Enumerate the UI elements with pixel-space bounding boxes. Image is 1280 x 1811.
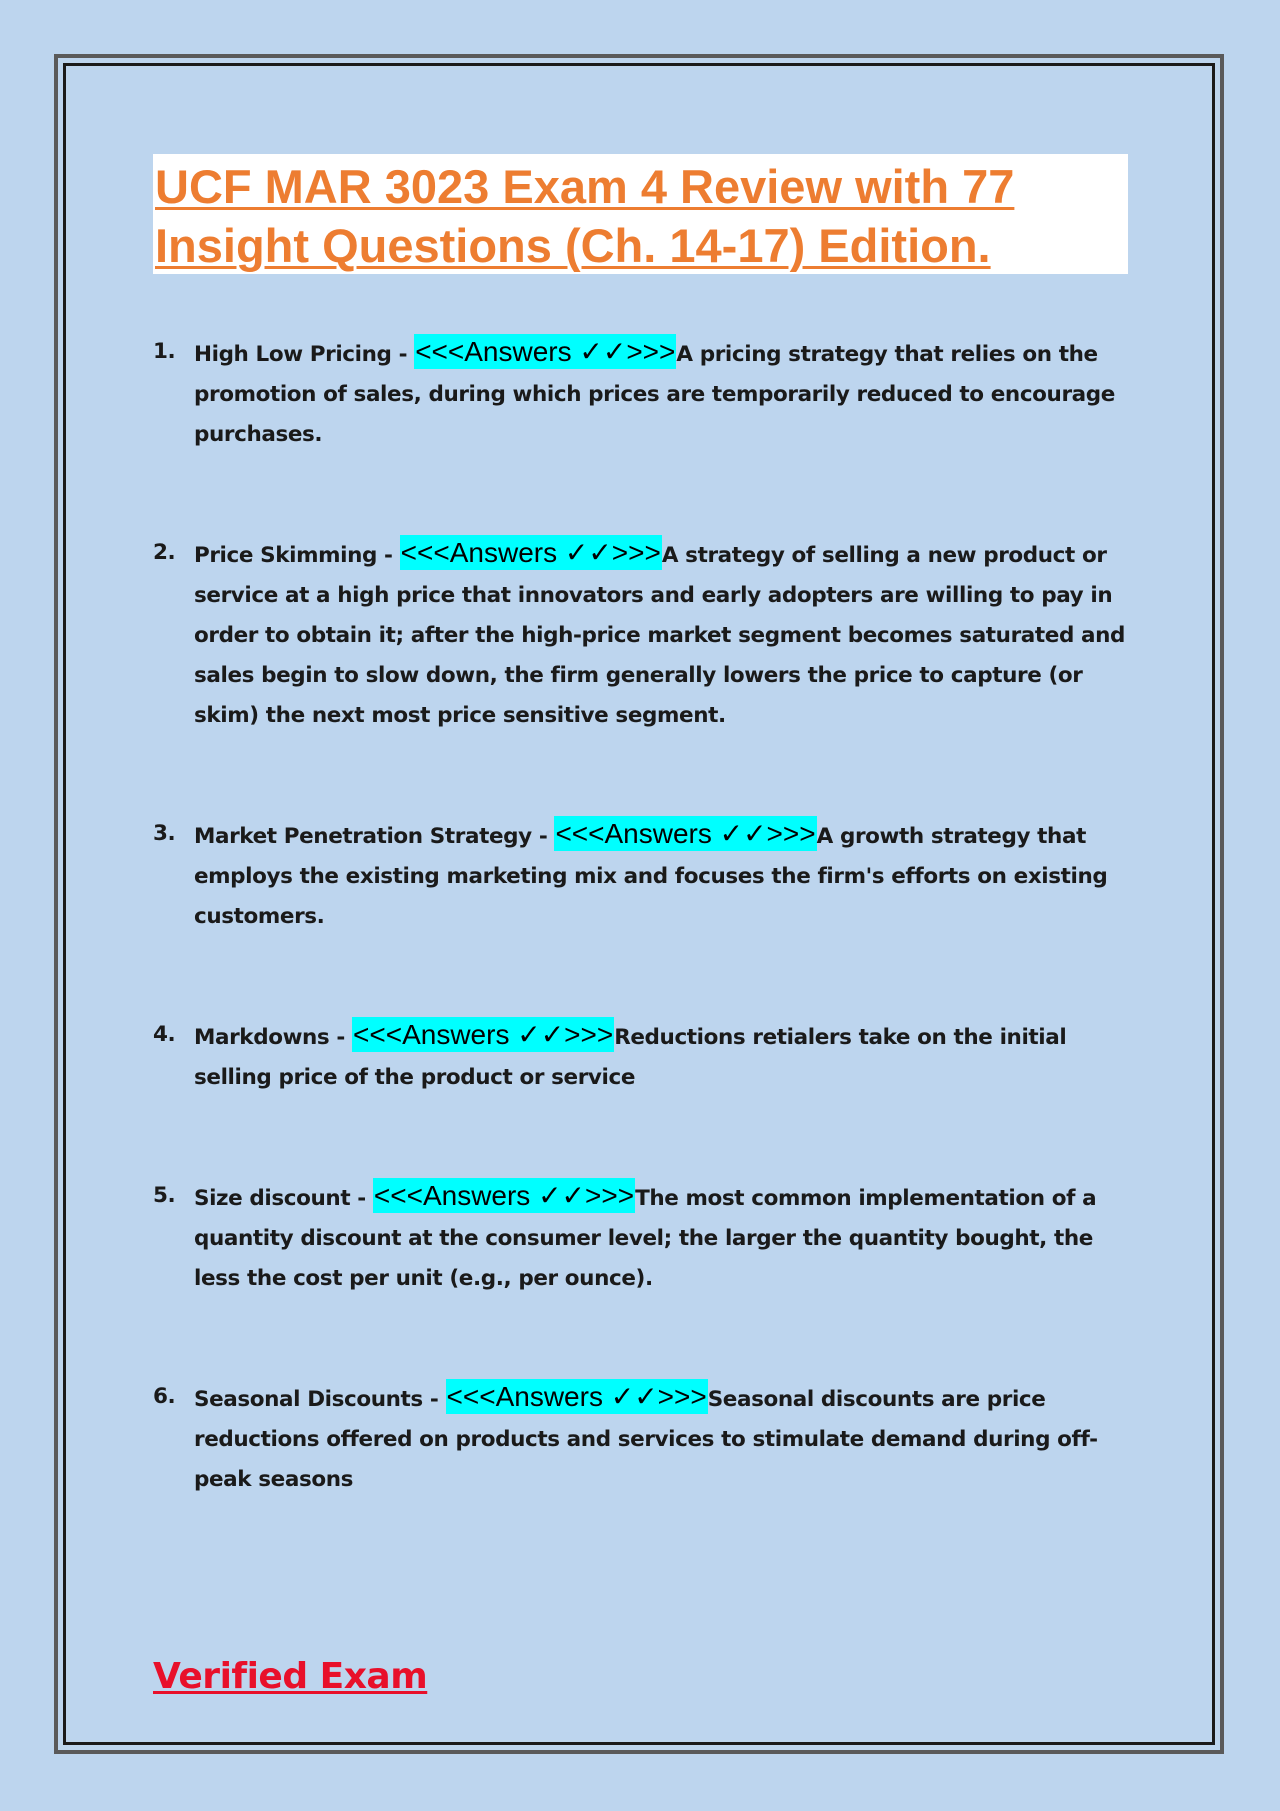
question-list	[153, 332, 1143, 1500]
list-item	[153, 814, 1143, 937]
item-number: 6.	[153, 1384, 176, 1409]
item-definition: The most common implementation of a quantity discount at the consumer level; the larger the quantity bought, the less the cost per unit (e.g., per ounce).	[194, 1186, 1097, 1291]
item-term: Size discount -	[194, 1186, 373, 1211]
answers-badge: <<<Answers ✓✓>>>	[415, 336, 676, 367]
item-term: High Low Pricing -	[194, 342, 415, 367]
item-definition: A pricing strategy that relies on the promotion of sales, during which prices are temporarily reduced to encourage purchases.	[194, 342, 1115, 447]
item-term: Market Penetration Strategy -	[194, 824, 555, 849]
item-term: Markdowns -	[194, 1025, 353, 1050]
item-number: 4.	[153, 1022, 176, 1047]
item-number: 2.	[153, 540, 176, 565]
verified-exam-brand: Verified Exam	[153, 1656, 428, 1697]
list-item	[153, 332, 1143, 455]
item-definition: Seasonal discounts are price reductions offered on products and services to stimulate demand during off-peak seasons	[194, 1387, 1098, 1492]
item-definition: Reductions retialers take on the initial selling price of the product or service	[194, 1025, 1067, 1090]
item-definition: A growth strategy that employs the existing marketing mix and focuses the firm's efforts on existing customers.	[194, 824, 1108, 929]
item-term: Seasonal Discounts -	[194, 1387, 446, 1412]
answers-badge: <<<Answers ✓✓>>>	[555, 818, 816, 849]
list-item	[153, 533, 1143, 736]
item-definition: A strategy of selling a new product or service at a high price that innovators and early adopters are willing to pay in order to obtain it; after the high-price market segment becomes saturated and sales begin to slow down, the firm generally lowers the price to capture (or skim) the next most price sensitive segment.	[194, 543, 1126, 728]
list-item	[153, 1377, 1143, 1500]
answers-badge: <<<Answers ✓✓>>>	[446, 1381, 707, 1412]
answers-badge: <<<Answers ✓✓>>>	[400, 537, 661, 568]
list-item	[153, 1176, 1143, 1299]
answers-badge: <<<Answers ✓✓>>>	[353, 1019, 614, 1050]
item-number: 3.	[153, 821, 176, 846]
item-term: Price Skimming -	[194, 543, 400, 568]
item-number: 1.	[153, 339, 176, 364]
list-item	[153, 1015, 1143, 1098]
item-number: 5.	[153, 1183, 176, 1208]
document-title: UCF MAR 3023 Exam 4 Review with 77 Insight Questions (Ch. 14-17) Edition.	[155, 160, 1015, 272]
answers-badge: <<<Answers ✓✓>>>	[373, 1180, 635, 1211]
